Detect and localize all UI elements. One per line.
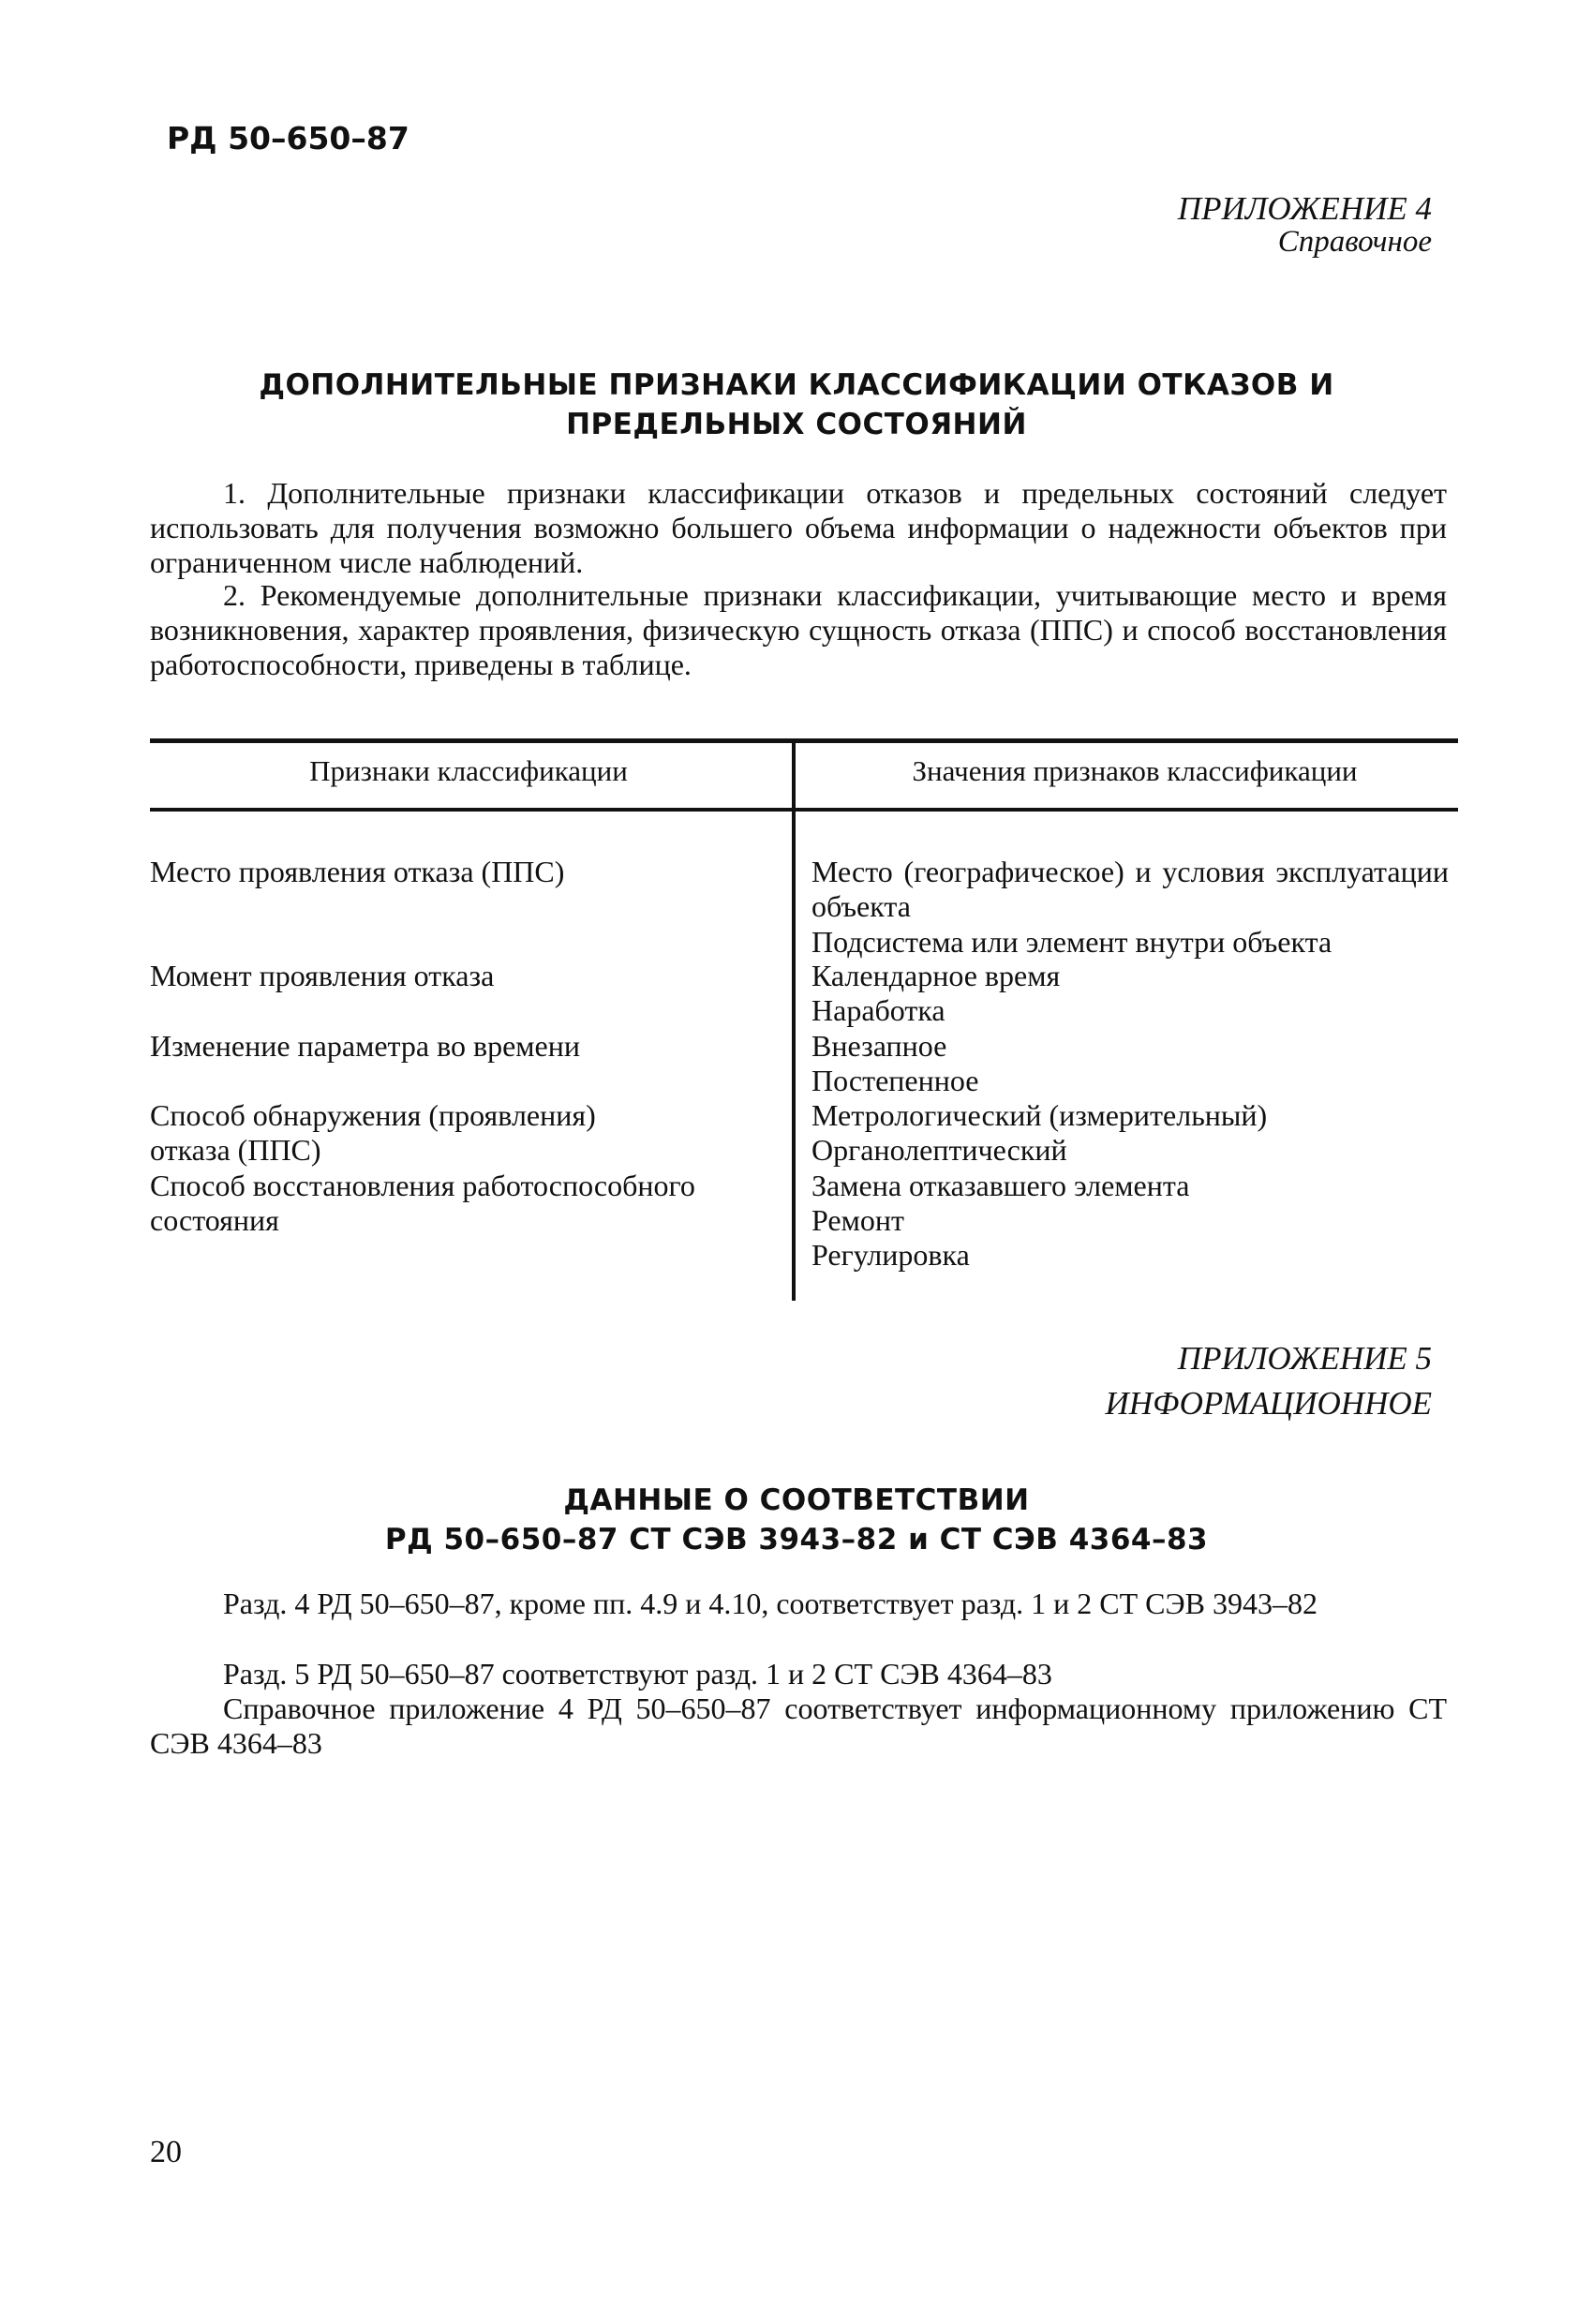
table-header-values: Значения признаков классификации xyxy=(912,754,1358,787)
table-value-cell: Регулировка xyxy=(811,1238,970,1272)
table-value-cell: Ремонт xyxy=(811,1203,904,1237)
page-number: 20 xyxy=(150,2135,182,2169)
appendix-5-title-line1: ДАННЫЕ О СООТВЕТСТВИИ xyxy=(563,1483,1030,1517)
table-value-cell: Календарное время xyxy=(811,959,1061,992)
table-feature-cell: Изменение параметра во времени xyxy=(150,1029,580,1063)
table-value-cell: Внезапное xyxy=(811,1029,947,1063)
appendix-5-type: ИНФОРМАЦИОННОЕ xyxy=(1105,1385,1432,1422)
table-value-cell: Органолептический xyxy=(811,1133,1067,1167)
appendix-4-paragraph-2: 2. Рекомендуемые дополнительные признаки классификации, учитывающие место и время возникновения, характер проявления, физическую сущность отказа (ППС) и способ восстановления работоспособности, приведены в таблице. xyxy=(150,578,1447,681)
appendix-5-label: ПРИЛОЖЕНИЕ 5 xyxy=(1177,1340,1432,1377)
appendix-4-paragraph-1: 1. Дополнительные признаки классификации отказов и предельных состояний следует использовать для получения возможно большего объема информации о надежности объектов при ограниченном числе наблюдений. xyxy=(150,476,1447,579)
table-value-cell: Подсистема или элемент внутри объекта xyxy=(811,925,1332,959)
appendix-5-title-line2: РД 50–650–87 СТ СЭВ 3943–82 и СТ СЭВ 4364–83 xyxy=(384,1523,1209,1557)
table-top-rule xyxy=(150,738,1458,743)
table-value-cell: Место (географическое) и условия эксплуатации объекта xyxy=(811,855,1449,923)
appendix-4-label: ПРИЛОЖЕНИЕ 4 xyxy=(1177,190,1432,227)
table-column-divider xyxy=(792,740,796,1301)
table-value-cell: Наработка xyxy=(811,993,945,1027)
table-feature-cell: Способ восстановления работоспособного состояния xyxy=(150,1169,695,1237)
table-value-cell: Постепенное xyxy=(811,1064,979,1097)
table-value-cell: Замена отказавшего элемента xyxy=(811,1169,1190,1202)
appendix-4-title xyxy=(141,365,1452,444)
appendix-5-paragraph-2: Разд. 5 РД 50–650–87 соответствуют разд. 1 и 2 СТ СЭВ 4364–83 xyxy=(223,1657,1052,1691)
table-feature-cell: Место проявления отказа (ППС) xyxy=(150,855,565,888)
table-value-cell: Метрологический (измерительный) xyxy=(811,1098,1268,1132)
appendix-5-paragraph-3: Справочное приложение 4 РД 50–650–87 соответствует информационному приложению СТ СЭВ 4364–83 xyxy=(150,1691,1447,1760)
document-code: РД 50–650–87 xyxy=(167,120,409,156)
table-header-rule xyxy=(150,808,1458,812)
appendix-4-title-line1: ДОПОЛНИТЕЛЬНЫЕ ПРИЗНАКИ КЛАССИФИКАЦИИ ОТКАЗОВ И xyxy=(259,368,1334,402)
appendix-5-title xyxy=(141,1481,1452,1559)
table-header-features: Признаки классификации xyxy=(309,754,628,787)
appendix-5-paragraph-1: Разд. 4 РД 50–650–87, кроме пп. 4.9 и 4.10, соответствует разд. 1 и 2 СТ СЭВ 3943–82 xyxy=(223,1587,1318,1620)
table-feature-cell: Способ обнаружения (проявления) отказа (ППС) xyxy=(150,1098,596,1167)
table-feature-cell: Момент проявления отказа xyxy=(150,959,495,992)
appendix-4-type: Справочное xyxy=(1277,225,1432,259)
appendix-4-title-line2: ПРЕДЕЛЬНЫХ СОСТОЯНИЙ xyxy=(566,408,1027,441)
